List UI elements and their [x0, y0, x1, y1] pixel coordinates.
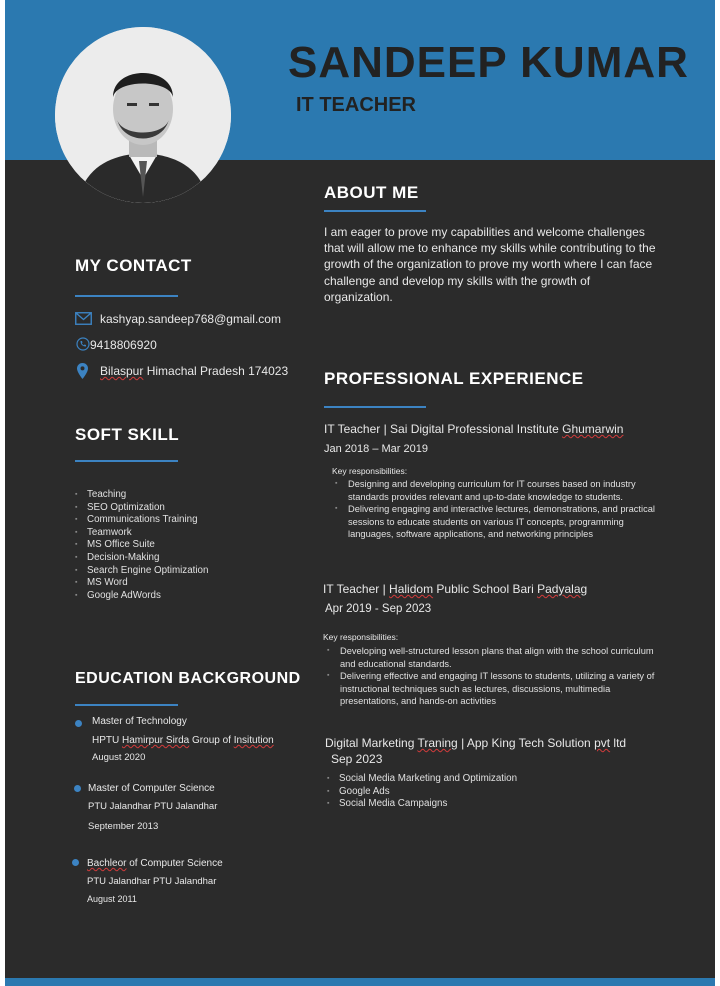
job-responsibilities-label: Key responsibilities:	[332, 466, 408, 476]
responsibility-item: ▪ Designing and developing curriculum for IT courses based on industry standards provides relevant and up-to-date knowledge to students.	[335, 478, 665, 503]
school-part: HPTU	[92, 735, 122, 746]
degree-part: of Computer Science	[126, 858, 223, 869]
candidate-name: SANDEEP KUMAR	[288, 38, 689, 87]
job-heading-part: Traning	[417, 736, 458, 750]
job-heading-part: Padyalag	[537, 582, 588, 596]
education-bullet	[75, 720, 82, 727]
skill-item: ▪ Communications Training	[75, 514, 295, 527]
school-part: Hamirpur Sirda	[122, 735, 190, 746]
job-heading	[325, 736, 626, 750]
about-rule	[324, 210, 426, 212]
address-city: Bilaspur	[100, 364, 144, 378]
education-degree: Master of Technology	[92, 716, 187, 727]
skill-item: ▪ Google AdWords	[75, 590, 295, 603]
job-dates: Sep 2023	[331, 752, 383, 766]
skill-item: ▪ SEO Optimization	[75, 502, 295, 515]
school-part: Insitution	[233, 735, 274, 746]
job-heading-part: pvt	[594, 736, 611, 750]
job-responsibilities	[327, 645, 665, 708]
job-heading	[324, 422, 623, 436]
responsibility-item: ▪ Delivering effective and engaging IT lessons to students, utilizing a variety of instructional techniques such as lectures, discussions, multimedia presentations, and hands-on activities	[327, 670, 665, 708]
phone-icon	[76, 337, 90, 356]
education-school: PTU Jalandhar PTU Jalandhar	[87, 876, 217, 887]
education-date: August 2011	[87, 894, 137, 904]
job-heading-part: IT Teacher |	[323, 582, 390, 596]
contact-rule	[75, 295, 178, 297]
skills-list	[75, 489, 295, 602]
about-title: ABOUT ME	[324, 183, 419, 202]
address-region: Himachal Pradesh 174023	[143, 364, 289, 378]
education-degree: Master of Computer Science	[88, 783, 215, 794]
education-date: August 2020	[92, 752, 146, 763]
education-school: PTU Jalandhar PTU Jalandhar	[88, 801, 218, 812]
responsibility-item: ▪ Social Media Campaigns	[327, 798, 627, 811]
education-bullet	[74, 785, 81, 792]
job-heading-part: Public School Bari	[433, 582, 538, 596]
portrait-image	[55, 27, 231, 203]
skill-item: ▪ Teaching	[75, 489, 295, 502]
skills-title: SOFT SKILL	[75, 425, 180, 444]
job-heading-part: Ghumarwin	[562, 422, 624, 436]
skill-item: ▪ Teamwork	[75, 527, 295, 540]
education-degree	[87, 858, 223, 869]
job-responsibilities	[335, 478, 665, 541]
skill-item: ▪ MS Office Suite	[75, 539, 295, 552]
education-date: September 2013	[88, 821, 159, 832]
job-responsibilities	[327, 773, 627, 811]
job-heading-part: Halidom	[389, 582, 434, 596]
job-dates: Jan 2018 – Mar 2019	[324, 443, 428, 455]
responsibility-item: ▪ Delivering engaging and interactive lectures, demonstrations, and practical sessions to educate students on various IT concepts, programming languages, software applications, and networking principles	[335, 503, 665, 541]
degree-part: Bachleor	[87, 858, 127, 869]
job-dates: Apr 2019 - Sep 2023	[325, 603, 432, 615]
location-pin-icon	[77, 363, 88, 384]
resume-page	[5, 0, 715, 986]
responsibility-item: ▪ Google Ads	[327, 786, 627, 799]
job-responsibilities-label: Key responsibilities:	[323, 632, 399, 642]
education-school	[92, 735, 274, 746]
experience-rule	[324, 406, 426, 408]
candidate-role: IT TEACHER	[296, 94, 416, 116]
education-bullet	[72, 859, 79, 866]
skill-item: ▪ MS Word	[75, 577, 295, 590]
education-rule	[75, 704, 178, 706]
contact-address	[100, 364, 288, 378]
contact-email[interactable]: kashyap.sandeep768@gmail.com	[100, 312, 281, 326]
mail-icon	[75, 312, 92, 330]
job-heading-part: ltd	[610, 736, 627, 750]
experience-title: PROFESSIONAL EXPERIENCE	[324, 369, 584, 388]
contact-title: MY CONTACT	[75, 256, 192, 275]
job-heading	[323, 582, 587, 596]
skill-item: ▪ Search Engine Optimization	[75, 565, 295, 578]
skill-item: ▪ Decision-Making	[75, 552, 295, 565]
job-heading-part: Digital Marketing	[325, 736, 418, 750]
profile-photo	[55, 27, 231, 203]
responsibility-item: ▪ Social Media Marketing and Optimization	[327, 773, 627, 786]
contact-phone[interactable]: 9418806920	[90, 338, 157, 352]
skills-rule	[75, 460, 178, 462]
job-heading-part: | App King Tech Solution	[457, 736, 595, 750]
responsibility-item: ▪ Developing well-structured lesson plans that align with the school curriculum and educational standards.	[327, 645, 665, 670]
about-text: I am eager to prove my capabilities and welcome challenges that will allow me to enhance my skills while contributing to the growth of the organization to prove my worth where I can face challenge and develop my skills with the growth of organization.	[324, 225, 656, 304]
school-part: Group of	[189, 735, 234, 746]
job-heading-part: IT Teacher | Sai Digital Professional Institute	[324, 422, 563, 436]
education-title: EDUCATION BACKGROUND	[75, 670, 301, 687]
footer-band	[5, 978, 715, 986]
